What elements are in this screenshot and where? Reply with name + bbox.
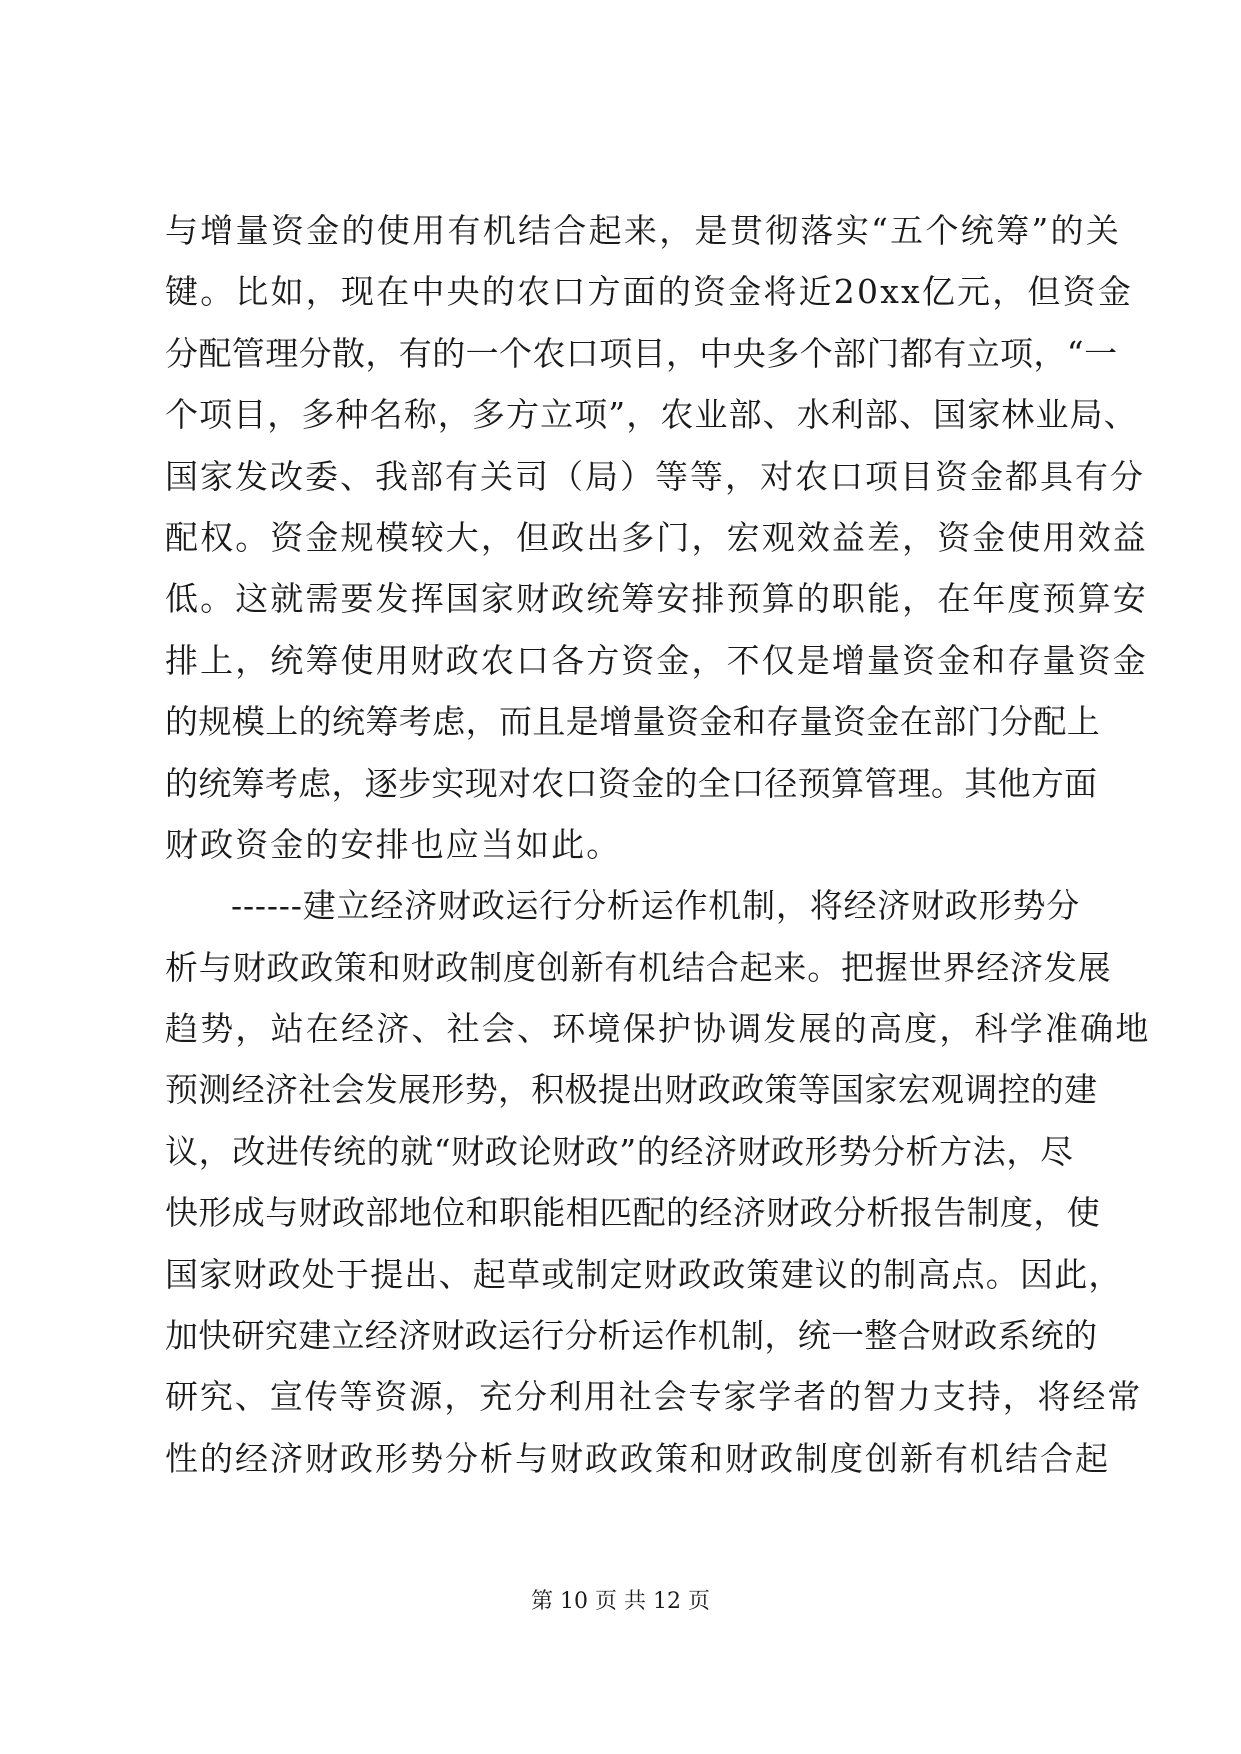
text-line: 与增量资金的使用有机结合起来，是贯彻落实“五个统筹”的关 [165,211,1122,250]
body-text [165,200,1151,1489]
text-line: 析与财政政策和财政制度创新有机结合起来。把握世界经济发展 [165,947,1112,987]
text-line: 国家财政处于提出、起草或制定财政政策建议的制高点。因此， [165,1254,1123,1294]
text-line: 趋势，站在经济、社会、环境保护协调发展的高度，科学准确地 [165,1009,1151,1049]
page-number-footer: 第 10 页 共 12 页 [531,1589,710,1614]
text-line: 分配管理分散，有的一个农口项目，中央多个部门都有立项，“一 [165,333,1118,373]
text-line: 议，改进传统的就“财政论财政”的经济财政形势分析方法，尽 [165,1131,1074,1171]
text-line: 国家发改委、我部有关司（局）等等，对农口项目资金都具有分 [165,456,1145,496]
text-line: 快形成与财政部地位和职能相匹配的经济财政分析报告制度，使 [165,1193,1101,1233]
text-line: 键。比如，现在中央的农口方面的资金将近20xx亿元，但资金 [165,272,1134,312]
text-line: 预测经济社会发展形势，积极提出财政政策等国家宏观调控的建 [165,1070,1098,1110]
text-line: 性的经济财政形势分析与财政政策和财政制度创新有机结合起 [165,1438,1110,1478]
text-line: 财政资金的安排也应当如此。 [165,824,622,864]
text-line: 研究、宣传等资源，充分利用社会专家学者的智力支持，将经常 [165,1377,1143,1417]
text-line: 的统筹考虑，逐步实现对农口资金的全口径预算管理。其他方面 [165,763,1098,803]
text-line: 低。这就需要发挥国家财政统筹安排预算的职能，在年度预算安 [165,579,1148,619]
text-line: 排上，统筹使用财政农口各方资金，不仅是增量资金和存量资金 [165,640,1148,680]
text-line: ------建立经济财政运行分析运作机制，将经济财政形势分 [231,886,1081,926]
text-line: 加快研究建立经济财政运行分析运作机制，统一整合财政系统的 [165,1316,1098,1356]
text-line: 个项目，多种名称，多方立项”，农业部、水利部、国家林业局、 [165,395,1138,435]
text-line: 的规模上的统筹考虑，而且是增量资金和存量资金在部门分配上 [165,702,1101,742]
text-line: 配权。资金规模较大，但政出多门，宏观效益差，资金使用效益 [165,517,1148,557]
